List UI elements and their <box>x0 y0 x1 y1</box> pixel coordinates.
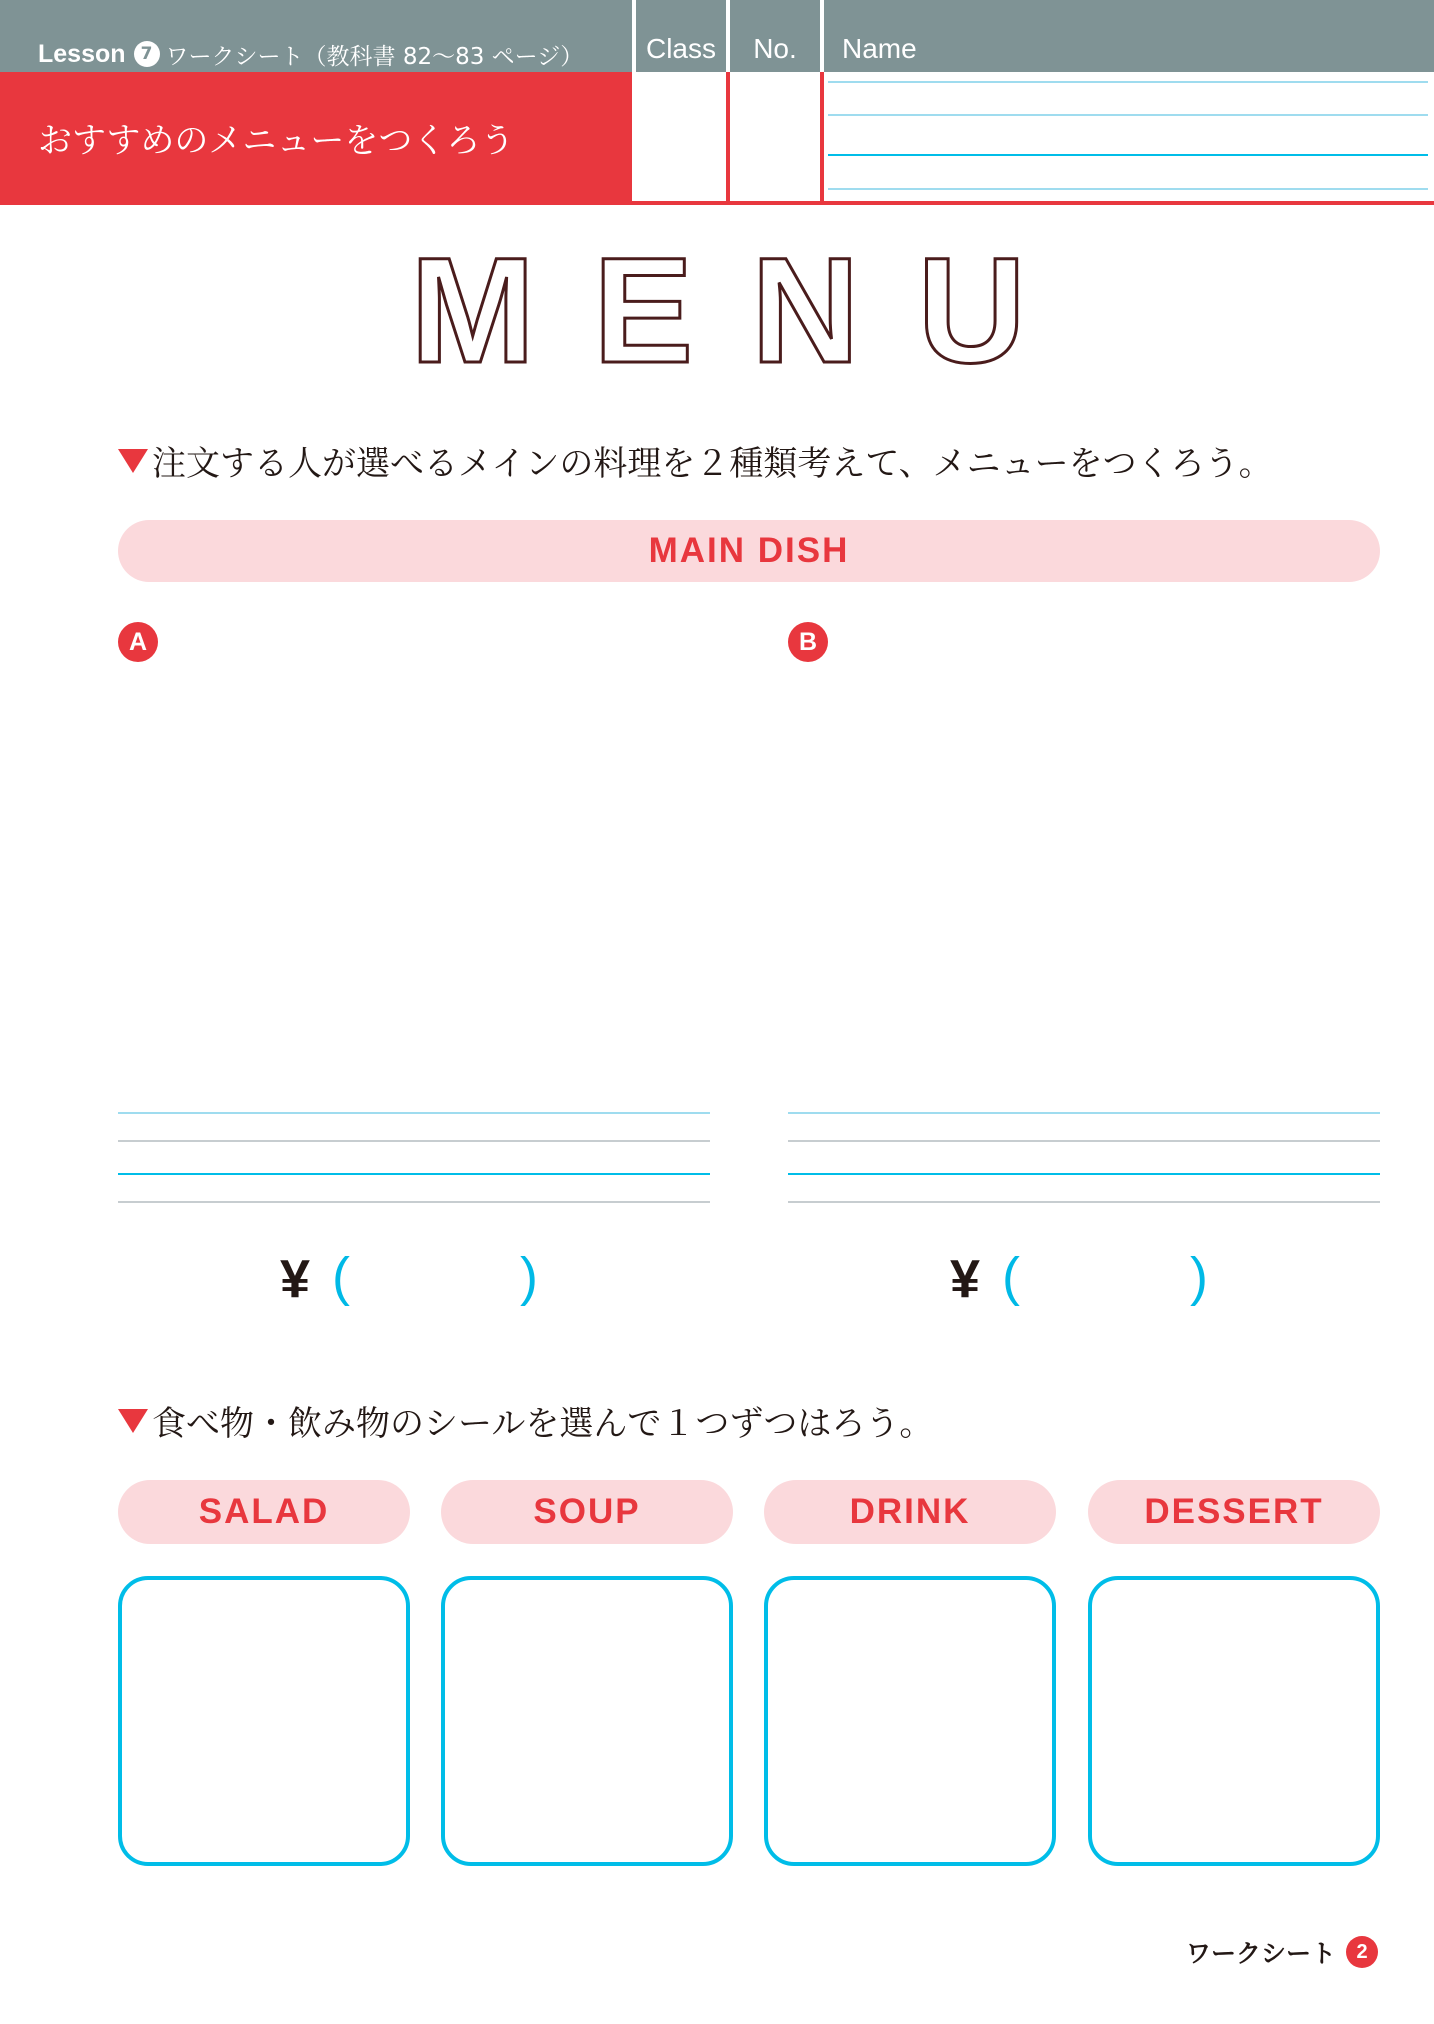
drink-sticker-box[interactable] <box>764 1576 1056 1866</box>
price-paren-open: ( <box>332 1247 350 1307</box>
yen-symbol: ¥ <box>280 1249 311 1309</box>
writing-line <box>118 1140 710 1142</box>
price-paren-close: ) <box>1190 1247 1208 1307</box>
option-a-badge: A <box>118 622 158 662</box>
category-drink-label: DRINK <box>764 1480 1056 1544</box>
menu-heading-text: MENU <box>410 236 1084 386</box>
page-number-badge: 2 <box>1346 1936 1378 1968</box>
category-soup-label: SOUP <box>441 1480 733 1544</box>
class-field <box>632 0 726 205</box>
writing-line <box>118 1201 710 1203</box>
class-input-box[interactable] <box>636 72 726 201</box>
name-guide-line <box>828 154 1428 156</box>
category-salad-label: SALAD <box>118 1480 410 1544</box>
footer-label: ワークシート <box>1185 1939 1336 1968</box>
option-a-drawing-area[interactable] <box>118 672 710 1092</box>
instruction-main-dish <box>118 436 1273 485</box>
option-b-badge: B <box>788 622 828 662</box>
lesson-number-badge: 7 <box>134 41 160 67</box>
instruction-stickers <box>118 1396 933 1445</box>
writing-line <box>118 1112 710 1114</box>
instruction-main-dish-text: 注文する人が選べるメインの料理を２種類考えて、メニューをつくろう。 <box>152 444 1273 484</box>
worksheet-title: おすすめのメニューをつくろう <box>38 120 515 161</box>
instruction-stickers-text: 食べ物・飲み物のシールを選んで１つずつはろう。 <box>152 1404 934 1444</box>
name-field <box>820 0 1434 205</box>
number-label: No. <box>753 33 797 64</box>
soup-sticker-box[interactable] <box>441 1576 733 1866</box>
number-field <box>726 0 820 205</box>
price-paren-open: ( <box>1002 1247 1020 1307</box>
option-a-price-input[interactable] <box>352 1250 512 1314</box>
writing-line <box>788 1173 1380 1175</box>
page-footer <box>1186 1934 1378 1970</box>
name-guide-line <box>828 188 1428 190</box>
price-paren-close: ) <box>520 1247 538 1307</box>
writing-line <box>788 1112 1380 1114</box>
name-label: Name <box>842 33 917 64</box>
triangle-bullet-icon <box>118 1409 148 1433</box>
menu-heading <box>0 236 1434 386</box>
name-guide-line <box>828 114 1428 116</box>
writing-line <box>118 1173 710 1175</box>
lesson-info <box>38 36 583 72</box>
salad-sticker-box[interactable] <box>118 1576 410 1866</box>
writing-line <box>788 1201 1380 1203</box>
category-dessert-label: DESSERT <box>1088 1480 1380 1544</box>
dessert-sticker-box[interactable] <box>1088 1576 1380 1866</box>
lesson-word: Lesson <box>38 39 126 68</box>
name-guide-line <box>828 81 1428 83</box>
number-input-box[interactable] <box>730 72 820 201</box>
option-b-price-input[interactable] <box>1022 1250 1182 1314</box>
main-dish-banner: MAIN DISH <box>118 520 1380 582</box>
worksheet-reference: ワークシート（教科書 82～83 ページ） <box>165 43 584 70</box>
yen-symbol: ¥ <box>950 1249 981 1309</box>
name-input-box[interactable] <box>824 72 1434 201</box>
class-label: Class <box>645 33 716 64</box>
option-b-drawing-area[interactable] <box>788 672 1380 1092</box>
writing-line <box>788 1140 1380 1142</box>
header-divider <box>0 201 1434 205</box>
triangle-bullet-icon <box>118 449 148 473</box>
